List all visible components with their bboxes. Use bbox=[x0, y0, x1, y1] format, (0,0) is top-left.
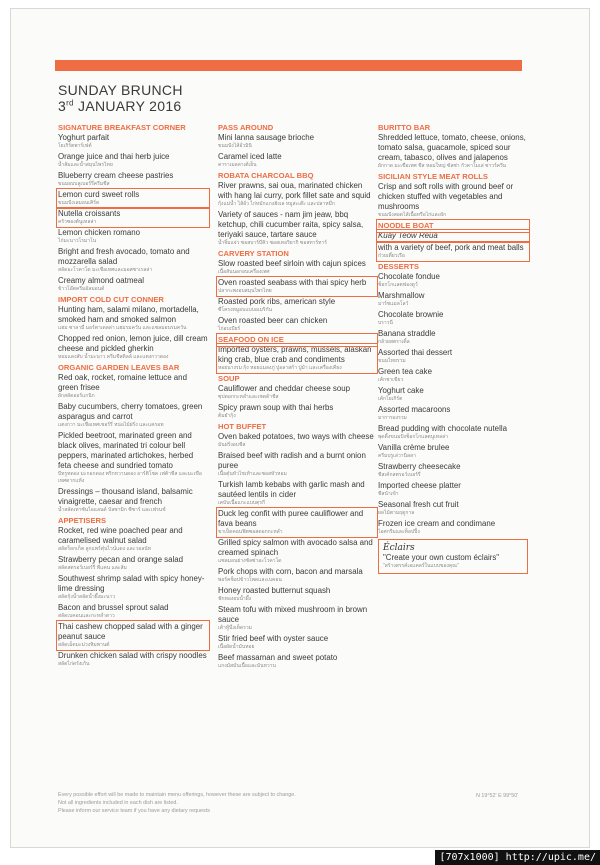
menu-item-name: Creamy almond oatmeal bbox=[58, 276, 144, 285]
menu-item bbox=[378, 243, 528, 260]
eclair-logo: Éclairs bbox=[383, 543, 415, 553]
menu-item bbox=[218, 653, 376, 670]
menu-item bbox=[58, 526, 208, 553]
menu-item-thai: พุดดิ้งขนมปังช็อกโกแลตนูเทลล่า bbox=[378, 434, 449, 440]
menu-item bbox=[218, 384, 376, 401]
menu-item-name: Chocolate brownie bbox=[378, 310, 444, 319]
section-heading: HOT BUFFET bbox=[218, 422, 267, 431]
menu-item-thai: สลัดร็อกเก็ต ลูกแพร์ตุ๋นไวน์แดง และวอลนัท bbox=[58, 546, 152, 552]
eclair-thai: "สร้างสรรค์เอแคลร์ในแบบของคุณ" bbox=[383, 563, 459, 569]
section-heading: ROBATA CHARCOAL BBQ bbox=[218, 171, 314, 180]
menu-item-name: Southwest shrimp salad with spicy honey-lime dressing bbox=[58, 574, 205, 593]
menu-item bbox=[218, 605, 376, 632]
menu-item-thai: ต้มยำกุ้ง bbox=[218, 413, 236, 419]
header-accent-bar bbox=[55, 60, 522, 71]
eclair-text: "Create your own custom éclairs" bbox=[383, 553, 500, 562]
menu-item bbox=[218, 586, 376, 603]
menu-item bbox=[218, 278, 376, 295]
menu-item-name: Mini lanna sausage brioche bbox=[218, 133, 315, 142]
menu-item-name: Pork chops with corn, bacon and marsala bbox=[218, 567, 363, 576]
menu-item-thai: ครัวซองต์นูเทลล่า bbox=[58, 219, 97, 225]
menu-item bbox=[378, 231, 528, 241]
footer-line: Please inform our service team if you have any dietary requests bbox=[58, 808, 210, 814]
menu-item-thai: ขนมปังไส้อั่วมินิ bbox=[218, 143, 252, 149]
menu-item-thai: เนื้อผัดน้ำมันหอย bbox=[218, 644, 255, 650]
menu-item-thai: แตงกวา มะเขือเทศเชอร์รี่ หน่อไม้ฝรั่ง และแครอท bbox=[58, 422, 164, 428]
menu-item bbox=[378, 500, 528, 517]
menu-item-thai: มาการองรวม bbox=[378, 415, 407, 421]
menu-item bbox=[378, 329, 528, 346]
menu-item-name: Red oak, rocket, romaine lettuce and green frisee bbox=[58, 373, 187, 392]
menu-item bbox=[378, 182, 528, 219]
menu-item-name: Kuay Teow Reua bbox=[378, 231, 438, 240]
menu-item-name: Hunting ham, salami milano, mortadella, smoked ham and smoked salmon bbox=[58, 305, 199, 324]
menu-item-name: Seasonal fresh cut fruit bbox=[378, 500, 459, 509]
footer-disclaimer bbox=[58, 791, 368, 815]
menu-item bbox=[218, 210, 376, 247]
menu-item bbox=[218, 181, 376, 208]
menu-item-name: Imported oysters, prawns, mussels, alaskan king crab, blue crab and condiments bbox=[218, 345, 372, 364]
menu-item bbox=[58, 373, 208, 400]
menu-item-thai: ชีสนำเข้า bbox=[378, 491, 399, 497]
menu-item bbox=[378, 291, 528, 308]
menu-item bbox=[58, 603, 208, 620]
menu-item-name: Caramel iced latte bbox=[218, 152, 282, 161]
menu-date: 3rd JANUARY 2016 bbox=[58, 98, 182, 114]
menu-item-name: Variety of sauces - nam jim jeaw, bbq ketchup, chili cucumber raita, spicy salsa, teriyaki sauce, tartare sauce bbox=[218, 210, 364, 239]
menu-item-name: Yoghurt cake bbox=[378, 386, 424, 395]
footer-line: Every possible effort will be made to maintain menu offerings, however these are subject to change. bbox=[58, 792, 296, 798]
menu-item-thai: สลัดเม็ดมะม่วงหิมพานต์ bbox=[58, 642, 110, 648]
menu-item bbox=[58, 651, 208, 668]
menu-title: SUNDAY BRUNCH bbox=[58, 82, 183, 98]
menu-item bbox=[58, 247, 208, 274]
menu-item-thai: พอร์คช็อปข้าวโพดและเบคอน bbox=[218, 577, 282, 583]
menu-item-name: Yoghurt parfait bbox=[58, 133, 110, 142]
menu-item-name: Blueberry cream cheese pastries bbox=[58, 171, 174, 180]
menu-item-name: Vanilla crème brulee bbox=[378, 443, 450, 452]
menu-item-thai: แฮม ซาลามี่ มอร์ตาเดลล่า แฮมรมควัน และแซลมอนรมควัน bbox=[58, 325, 187, 331]
menu-item bbox=[58, 431, 208, 485]
menu-item bbox=[58, 574, 208, 601]
menu-item bbox=[58, 487, 208, 514]
menu-item-thai: สลัดอะโวคาโด มะเขือเทศและมอสซาเรลล่า bbox=[58, 267, 153, 273]
menu-item-thai: บราวนี่ bbox=[378, 320, 393, 326]
menu-item-name: Orange juice and thai herb juice bbox=[58, 152, 170, 161]
menu-item-name: Bread pudding with chocolate nutella bbox=[378, 424, 507, 433]
menu-item-thai: ฟักทองอบน้ำผึ้ง bbox=[218, 596, 252, 602]
image-host-badge[interactable]: [707x1000] http://upic.me/ bbox=[435, 850, 600, 865]
menu-item-name: Chopped red onion, lemon juice, dill cream cheese and pickled gherkin bbox=[58, 334, 208, 353]
menu-item bbox=[378, 519, 528, 536]
menu-item-thai: ชีสเค้กสตรอว์เบอร์รี่ bbox=[378, 472, 421, 478]
menu-item-thai: เค้กโยเกิร์ต bbox=[378, 396, 403, 402]
menu-item-name: Crisp and soft rolls with ground beef or chicken stuffed with vegetables and mushrooms bbox=[378, 182, 514, 211]
menu-item-thai: สลัดเบคอนและกะหล่ำดาว bbox=[58, 613, 115, 619]
menu-item-thai: ผลไม้ตามฤดูกาล bbox=[378, 510, 415, 516]
menu-item-thai: ผักกาด มะเขือเทศ ชีส หอมใหญ่ ซัลซ่า กัวคาโมเล่ ซาวร์ครีม bbox=[378, 163, 507, 169]
menu-item-thai: โยเกิร์ตพาร์เฟต์ bbox=[58, 143, 92, 149]
menu-item-name: Oven roasted seabass with thai spicy herb bbox=[218, 278, 367, 287]
menu-item bbox=[218, 634, 376, 651]
menu-item-thai: ไก่อบเบียร์ bbox=[218, 326, 241, 332]
menu-item-thai: ซี่โครงหมูอบแบบอเมริกัน bbox=[218, 307, 273, 313]
menu-item-thai: คาราเมลลาเต้เย็น bbox=[218, 162, 257, 168]
menu-item-name: Bright and fresh avocado, tomato and mozzarella salad bbox=[58, 247, 190, 266]
menu-item-thai: ช็อกโกแลตฟองดูว์ bbox=[378, 282, 418, 288]
menu-item-name: Spicy prawn soup with thai herbs bbox=[218, 403, 334, 412]
menu-item bbox=[378, 443, 528, 460]
menu-item-thai: ซุปดอกกะหล่ำและเชดด้าชีส bbox=[218, 394, 279, 400]
menu-item-thai: แซลมอนย่างซัลซ่าอะโวคาโด bbox=[218, 558, 282, 564]
menu-item bbox=[218, 133, 376, 150]
menu-item-thai: เต้าหู้นึ่งเห็ดรวม bbox=[218, 625, 252, 631]
menu-item-thai: หอยนางรม กุ้ง หอยแมลงภู่ ปูอลาสก้า ปูม้า และเครื่องเคียง bbox=[218, 365, 342, 371]
menu-item-name: Duck leg confit with puree cauliflower and fava beans bbox=[218, 509, 364, 528]
menu-item bbox=[58, 152, 208, 169]
menu-item bbox=[378, 405, 528, 422]
menu-item bbox=[58, 171, 208, 188]
menu-item-name: Honey roasted butternut squash bbox=[218, 586, 331, 595]
menu-item-name: Frozen ice cream and condimane bbox=[378, 519, 496, 528]
section-heading: ORGANIC GARDEN LEAVES BAR bbox=[58, 363, 180, 372]
menu-item-name: Cauliflower and cheddar cheese soup bbox=[218, 384, 351, 393]
menu-item-name: Green tea cake bbox=[378, 367, 432, 376]
menu-item-thai: สลัดไก่ดรังเก้น bbox=[58, 661, 90, 667]
section-heading: BURITTO BAR bbox=[378, 123, 431, 132]
menu-column-1 bbox=[58, 122, 208, 670]
menu-item bbox=[58, 305, 208, 332]
menu-column-3 bbox=[378, 122, 528, 574]
menu-item-name: Thai cashew chopped salad with a ginger peanut sauce bbox=[58, 622, 203, 641]
menu-item-thai: เค้กชาเขียว bbox=[378, 377, 404, 383]
menu-item-thai: ขนมอบบลูเบอร์รี่ครีมชีส bbox=[58, 181, 110, 187]
section-heading: CARVERY STATION bbox=[218, 249, 289, 258]
menu-item-thai: เนื้อตุ๋นหัวไชเท้าและซอสหัวหอม bbox=[218, 471, 287, 477]
menu-item-thai: เคบับเนื้อแกะแบบตุรกี bbox=[218, 500, 265, 506]
menu-item bbox=[58, 555, 208, 572]
menu-item-name: Baby cucumbers, cherry tomatoes, green asparagus and carrot bbox=[58, 402, 203, 421]
menu-item bbox=[218, 509, 376, 536]
section-heading: PASS AROUND bbox=[218, 123, 274, 132]
menu-item bbox=[218, 316, 376, 333]
menu-item bbox=[378, 133, 528, 170]
menu-item-name: Imported cheese platter bbox=[378, 481, 461, 490]
menu-item-name: Bacon and brussel sprout salad bbox=[58, 603, 169, 612]
section-heading: NOODLE BOAT bbox=[378, 221, 528, 231]
menu-item-name: Oven roasted beer can chicken bbox=[218, 316, 328, 325]
menu-item-thai: มันฝรั่งอบชีส bbox=[218, 442, 246, 448]
menu-item bbox=[58, 190, 208, 207]
menu-item-name: Braised beef with radish and a burnt onion puree bbox=[218, 451, 366, 470]
footer-line: Not all ingredients included in each dish are listed. bbox=[58, 800, 178, 806]
menu-item bbox=[58, 276, 208, 293]
menu-item-thai: น้ำสลัดเทาซันไอแลนด์ บัลซามิก ซีซาร์ และเฟรนช์ bbox=[58, 507, 166, 513]
menu-item-thai: ขนมไทยรวม bbox=[378, 358, 406, 364]
section-heading: IMPORT COLD CUT CONNER bbox=[58, 295, 164, 304]
menu-item-thai: สลัดสตรอว์เบอร์รี่ พีแคน และส้ม bbox=[58, 565, 127, 571]
menu-item bbox=[378, 424, 528, 441]
section-heading: SEAFOOD ON ICE bbox=[218, 335, 376, 345]
menu-item-thai: ครีมบรูเล่วานิลลา bbox=[378, 453, 416, 459]
menu-item-thai: กล้วยสตราเดิ้ล bbox=[378, 339, 410, 345]
section-heading: SIGNATURE BREAKFAST CORNER bbox=[58, 123, 186, 132]
menu-item-name: Strawberry cheesecake bbox=[378, 462, 461, 471]
menu-item-name: Slow roasted beef sirloin with cajun spices bbox=[218, 259, 366, 268]
menu-item-name: Drunken chicken salad with crispy noodles bbox=[58, 651, 207, 660]
menu-item-name: Rocket, red wine poached pear and caramelised walnut salad bbox=[58, 526, 183, 545]
menu-item-name: Dressings – thousand island, balsamic vinaigrette, caesar and french bbox=[58, 487, 193, 506]
menu-item-name: Nutella croissants bbox=[58, 209, 121, 218]
menu-item-name: Chocolate fondue bbox=[378, 272, 440, 281]
menu-item-name: Lemon curd sweet rolls bbox=[58, 190, 140, 199]
menu-item bbox=[58, 622, 208, 649]
menu-item bbox=[218, 538, 376, 565]
menu-item-thai: น้ำส้มและน้ำสมุนไพรไทย bbox=[58, 162, 113, 168]
menu-item bbox=[378, 272, 528, 289]
menu-item bbox=[378, 310, 528, 327]
gps-coordinates: N 19°52' E 99°50' bbox=[476, 793, 519, 799]
menu-item-name: Assorted thai dessert bbox=[378, 348, 453, 357]
menu-item-name: Banana straddle bbox=[378, 329, 436, 338]
section-heading: SICILIAN STYLE MEAT ROLLS bbox=[378, 172, 488, 181]
menu-item bbox=[378, 348, 528, 365]
menu-item-thai: ผักสลัดออร์แกนิก bbox=[58, 393, 95, 399]
menu-item-thai: สลัดกุ้งน้ำสลัดน้ำผึ้งมะนาว bbox=[58, 594, 116, 600]
menu-item-name: with a variety of beef, pork and meat balls bbox=[378, 243, 524, 252]
section-heading: DESSERTS bbox=[378, 262, 419, 271]
menu-item bbox=[218, 297, 376, 314]
menu-column-2 bbox=[218, 122, 376, 672]
menu-item-name: Lemon chicken romano bbox=[58, 228, 141, 237]
section-heading: APPETISERS bbox=[58, 516, 107, 525]
menu-item-thai: หอมแดงสับ น้ำมะนาว ครีมชีสดิลล์ และแตงกวาดอง bbox=[58, 354, 169, 360]
menu-item bbox=[378, 481, 528, 498]
menu-item bbox=[218, 451, 376, 478]
menu-item-name: Assorted macaroons bbox=[378, 405, 451, 414]
menu-item-name: Grilled spicy salmon with avocado salsa and creamed spinach bbox=[218, 538, 373, 557]
menu-item bbox=[218, 345, 376, 372]
menu-item bbox=[218, 480, 376, 507]
menu-item bbox=[378, 462, 528, 479]
menu-item-thai: เนื้อสันนอกอบเครื่องเทศ bbox=[218, 269, 270, 275]
menu-item bbox=[58, 228, 208, 245]
menu-item-name: Strawberry pecan and orange salad bbox=[58, 555, 184, 564]
menu-item-thai: แกงมัสมั่นเนื้อและมันหวาน bbox=[218, 663, 276, 669]
menu-item-thai: ข้าวโอ๊ตครีมอัลมอนด์ bbox=[58, 286, 105, 292]
menu-item-name: Pickled beetroot, marinated green and black olives, marinated tri colour bell peppers, marinated artichokes, herbed feta cheese and sundried tomato bbox=[58, 431, 194, 470]
menu-item-thai: ขนมปังสอดไส้เนื้อหรือไก่และผัก bbox=[378, 212, 447, 218]
menu-item-thai: ไอศกรีมและท็อปปิ้ง bbox=[378, 529, 420, 535]
menu-item-name: Roasted pork ribs, american style bbox=[218, 297, 336, 306]
menu-item-thai: บีทรูทดอง มะกอกดอง พริกหวานดอง อาร์ติโชค เฟต้าชีส และมะเขือเทศตากแห้ง bbox=[58, 471, 202, 484]
menu-item bbox=[218, 567, 376, 584]
menu-item-thai: ขนมปังเลมอนเคิร์ด bbox=[58, 200, 100, 206]
menu-item bbox=[218, 259, 376, 276]
menu-item-thai: กุ้งแม่น้ำ ไส้อั่ว ไก่หมักแกงฮังเล หมูสะเต๊ะ และปลาหมึก bbox=[218, 201, 335, 207]
menu-item bbox=[58, 133, 208, 150]
menu-item bbox=[58, 209, 208, 226]
menu-item-name: Marshmallow bbox=[378, 291, 425, 300]
menu-item-name: Beef massaman and sweet potato bbox=[218, 653, 338, 662]
menu-item bbox=[378, 386, 528, 403]
menu-item-name: Turkish lamb kebabs with garlic mash and sautéed lentils in cider bbox=[218, 480, 365, 499]
menu-item-thai: ขาเป็ดคอนฟิตซอสดอกกะหล่ำ bbox=[218, 529, 283, 535]
menu-item-thai: มาร์ชแมลโลว์ bbox=[378, 301, 409, 307]
menu-item-thai: น้ำจิ้มแจ่ว ซอสบาร์บีคิว ซอสเทอริยากิ ซอสทาร์ทาร์ bbox=[218, 240, 327, 246]
menu-item bbox=[218, 403, 376, 420]
menu-item-thai: ไก่มะนาวโรมาโน bbox=[58, 238, 97, 244]
menu-item-thai: ปลากะพงอบสมุนไพรไทย bbox=[218, 288, 272, 294]
menu-item bbox=[58, 334, 208, 361]
menu-item bbox=[218, 152, 376, 169]
eclair-promo-box bbox=[378, 539, 528, 574]
menu-item bbox=[58, 402, 208, 429]
menu-item bbox=[378, 367, 528, 384]
menu-item-thai: ก๋วยเตี๋ยวเรือ bbox=[378, 253, 405, 259]
menu-item-name: Oven baked potatoes, two ways with cheese bbox=[218, 432, 374, 441]
menu-item bbox=[218, 432, 376, 449]
menu-item-name: Steam tofu with mixed mushroom in brown sauce bbox=[218, 605, 368, 624]
menu-item-name: River prawns, sai oua, marinated chicken with hang lai curry, pork fillet sate and squid bbox=[218, 181, 371, 200]
section-heading: SOUP bbox=[218, 374, 240, 383]
menu-item-name: Stir fried beef with oyster sauce bbox=[218, 634, 329, 643]
menu-item-name: Shredded lettuce, tomato, cheese, onions, tomato salsa, guacamole, spiced sour cream, tabasco, olives and jalapenos bbox=[378, 133, 526, 162]
